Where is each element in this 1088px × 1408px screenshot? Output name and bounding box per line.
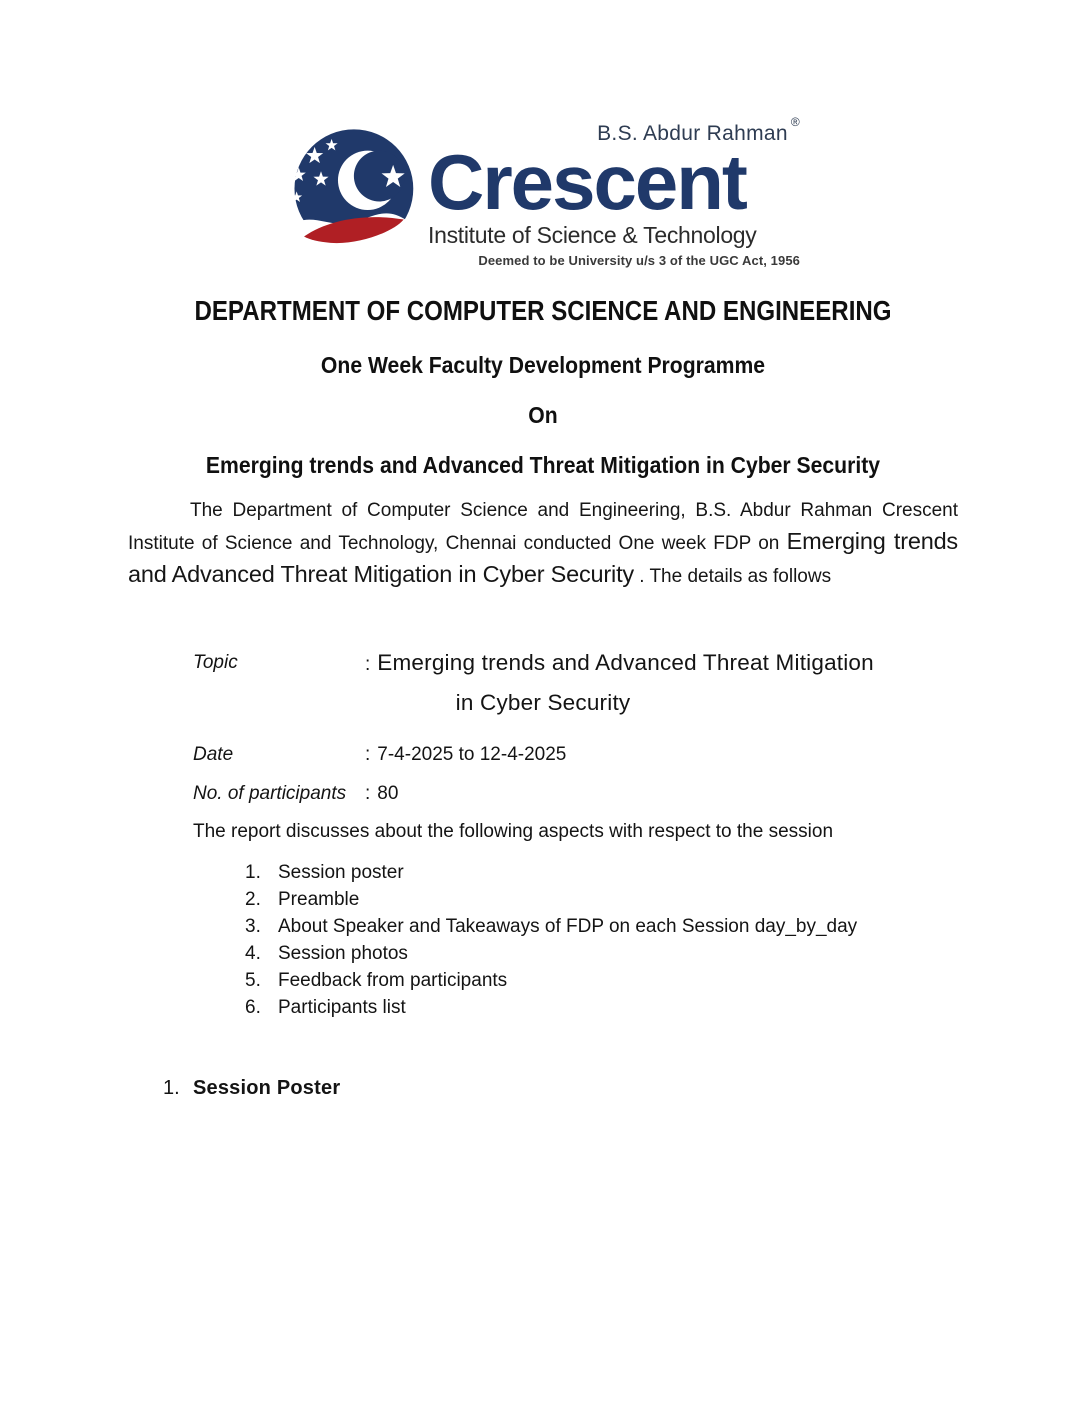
report-intro-text: The report discusses about the following aspects with respect to the session	[193, 820, 834, 842]
intro-paragraph	[128, 496, 958, 592]
topic-row	[193, 648, 958, 680]
date-colon: :	[365, 743, 371, 765]
logo-deemed-university-tagline: Deemed to be University u/s 3 of the UGC Act, 1956	[478, 252, 800, 268]
connector-heading: On	[528, 401, 558, 428]
list-item-text: Feedback from participants	[278, 969, 508, 991]
aspects-list	[245, 859, 958, 1021]
list-item-text: Preamble	[278, 888, 360, 910]
logo-brand-name: Crescent	[428, 138, 746, 226]
list-item-number: 5.	[245, 969, 261, 991]
registered-trademark-symbol: ®	[790, 115, 800, 129]
date-row	[193, 740, 958, 770]
date-value-text: 7-4-2025 to 12-4-2025	[377, 743, 567, 765]
logo-wordmark	[428, 115, 800, 268]
topic-value	[365, 648, 874, 680]
list-item-text: Session poster	[278, 861, 404, 883]
list-item	[245, 967, 958, 994]
list-item	[245, 940, 958, 967]
list-item	[245, 913, 958, 940]
fdp-details	[128, 648, 958, 809]
logo-institute-name: Institute of Science & Technology	[428, 221, 757, 248]
list-item-text: Session photos	[278, 942, 408, 964]
list-item-number: 3.	[245, 915, 261, 937]
section-1-title: Session Poster	[193, 1076, 341, 1099]
topic-value-line2: in Cyber Security	[455, 689, 631, 715]
list-item-number: 6.	[245, 996, 261, 1018]
participants-label: No. of participants	[193, 782, 347, 804]
list-item	[245, 886, 958, 913]
institute-logo	[128, 0, 958, 268]
intro-text-tail: . The details as follows	[633, 565, 832, 587]
crescent-moon-stars-logo-icon	[286, 126, 426, 260]
list-item	[245, 994, 958, 1021]
intro-highlight-text: Emerging trends and Advanced Threat Mitigation in Cyber Security	[128, 527, 958, 587]
date-label: Date	[193, 743, 234, 765]
section-1-number: 1.	[163, 1076, 180, 1099]
participants-value-text: 80	[377, 782, 399, 804]
participants-colon: :	[365, 782, 371, 804]
intro-text-lead: The Department of Computer Science and Engineering, B.S. Abdur Rahman Crescent Institute of Science and Technology, Chennai conducted One week FDP on	[128, 499, 958, 554]
list-item-text: About Speaker and Takeaways of FDP on each Session day_by_day	[278, 915, 858, 937]
participants-row	[193, 779, 958, 809]
list-item-number: 4.	[245, 942, 261, 964]
programme-heading: One Week Faculty Development Programme	[320, 351, 766, 378]
section-1-heading	[163, 1074, 958, 1102]
list-item	[245, 859, 958, 886]
logo-parent-name-text: B.S. Abdur Rahman	[597, 122, 788, 145]
date-value	[365, 740, 566, 770]
topic-label: Topic	[193, 651, 238, 673]
participants-value	[365, 779, 398, 809]
topic-colon: :	[365, 653, 371, 675]
department-heading: DEPARTMENT OF COMPUTER SCIENCE AND ENGINEERING	[194, 294, 892, 326]
list-item-text: Participants list	[278, 996, 406, 1018]
topic-value-line1: Emerging trends and Advanced Threat Mitigation	[377, 649, 874, 675]
programme-title-heading: Emerging trends and Advanced Threat Mitigation in Cyber Security	[205, 451, 881, 478]
list-item-number: 1.	[245, 861, 261, 883]
list-item-number: 2.	[245, 888, 261, 910]
